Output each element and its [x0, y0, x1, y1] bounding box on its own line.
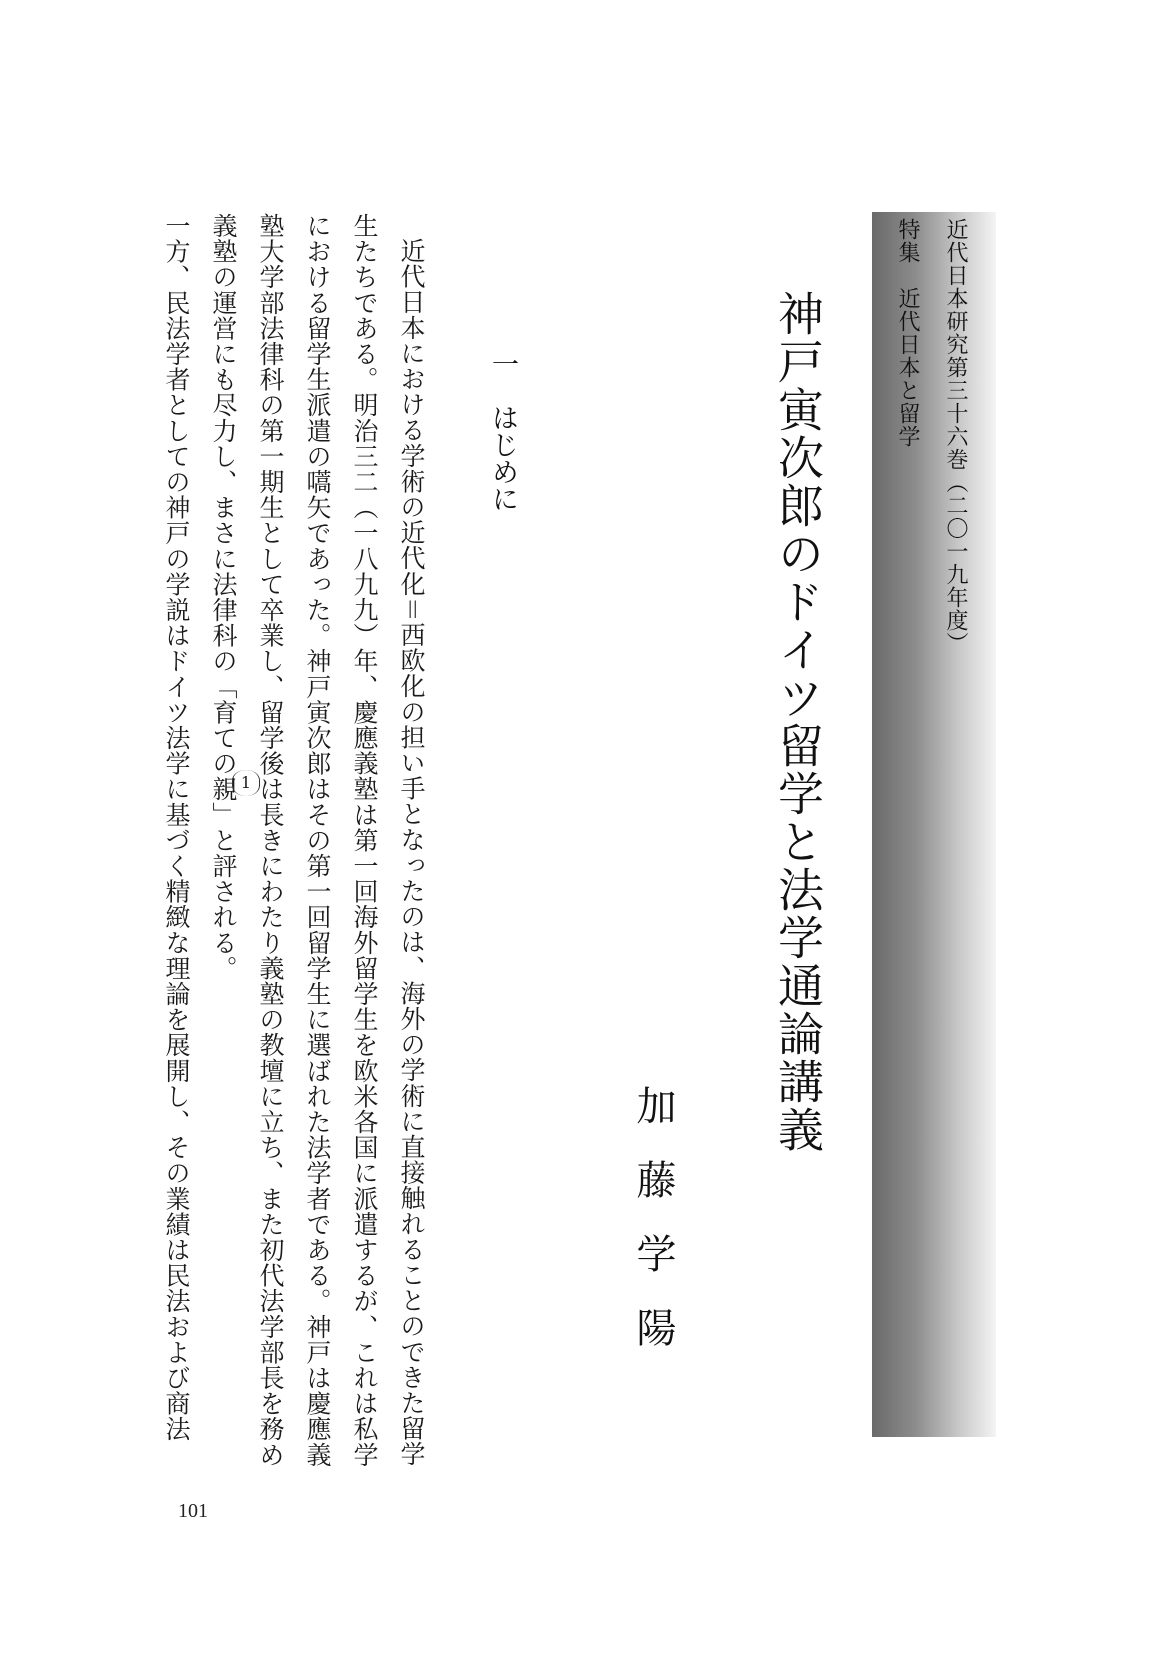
body-line: 塾大学部法律科の第一期生として卒業し、留学後は長きにわたり義塾の教壇に立ち、また初代法学部長を務め	[256, 213, 285, 1468]
body-line: 一方、民法学者としての神戸の学説はドイツ法学に基づく精緻な理論を展開し、その業績は民法および商法	[162, 213, 191, 1442]
footnote-reference[interactable]: 1	[232, 770, 260, 796]
header-gradient-band	[872, 212, 996, 1437]
article-author: 加藤学陽	[630, 1085, 676, 1381]
special-issue-label: 特集 近代日本と留学	[895, 218, 920, 448]
body-line: 義塾の運営にも尽力し、まさに法律科の「育ての親」と評される。	[209, 213, 238, 981]
section-heading: 一 はじめに	[487, 350, 518, 512]
body-line: 近代日本における学術の近代化＝西欧化の担い手となったのは、海外の学術に直接触れることのできた留学	[397, 238, 426, 1467]
article-title: 神戸寅次郎のドイツ留学と法学通論講義	[771, 290, 825, 1154]
journal-header: 近代日本研究第三十六巻（二〇一九年度）	[943, 218, 968, 655]
page-number: 101	[178, 1500, 208, 1522]
body-line: 生たちである。明治三二（一八九九）年、慶應義塾は第一回海外留学生を欧米各国に派遣するが、これは私学	[350, 213, 379, 1468]
body-line: における留学生派遣の嚆矢であった。神戸寅次郎はその第一回留学生に選ばれた法学者である。神戸は慶應義	[303, 213, 332, 1468]
